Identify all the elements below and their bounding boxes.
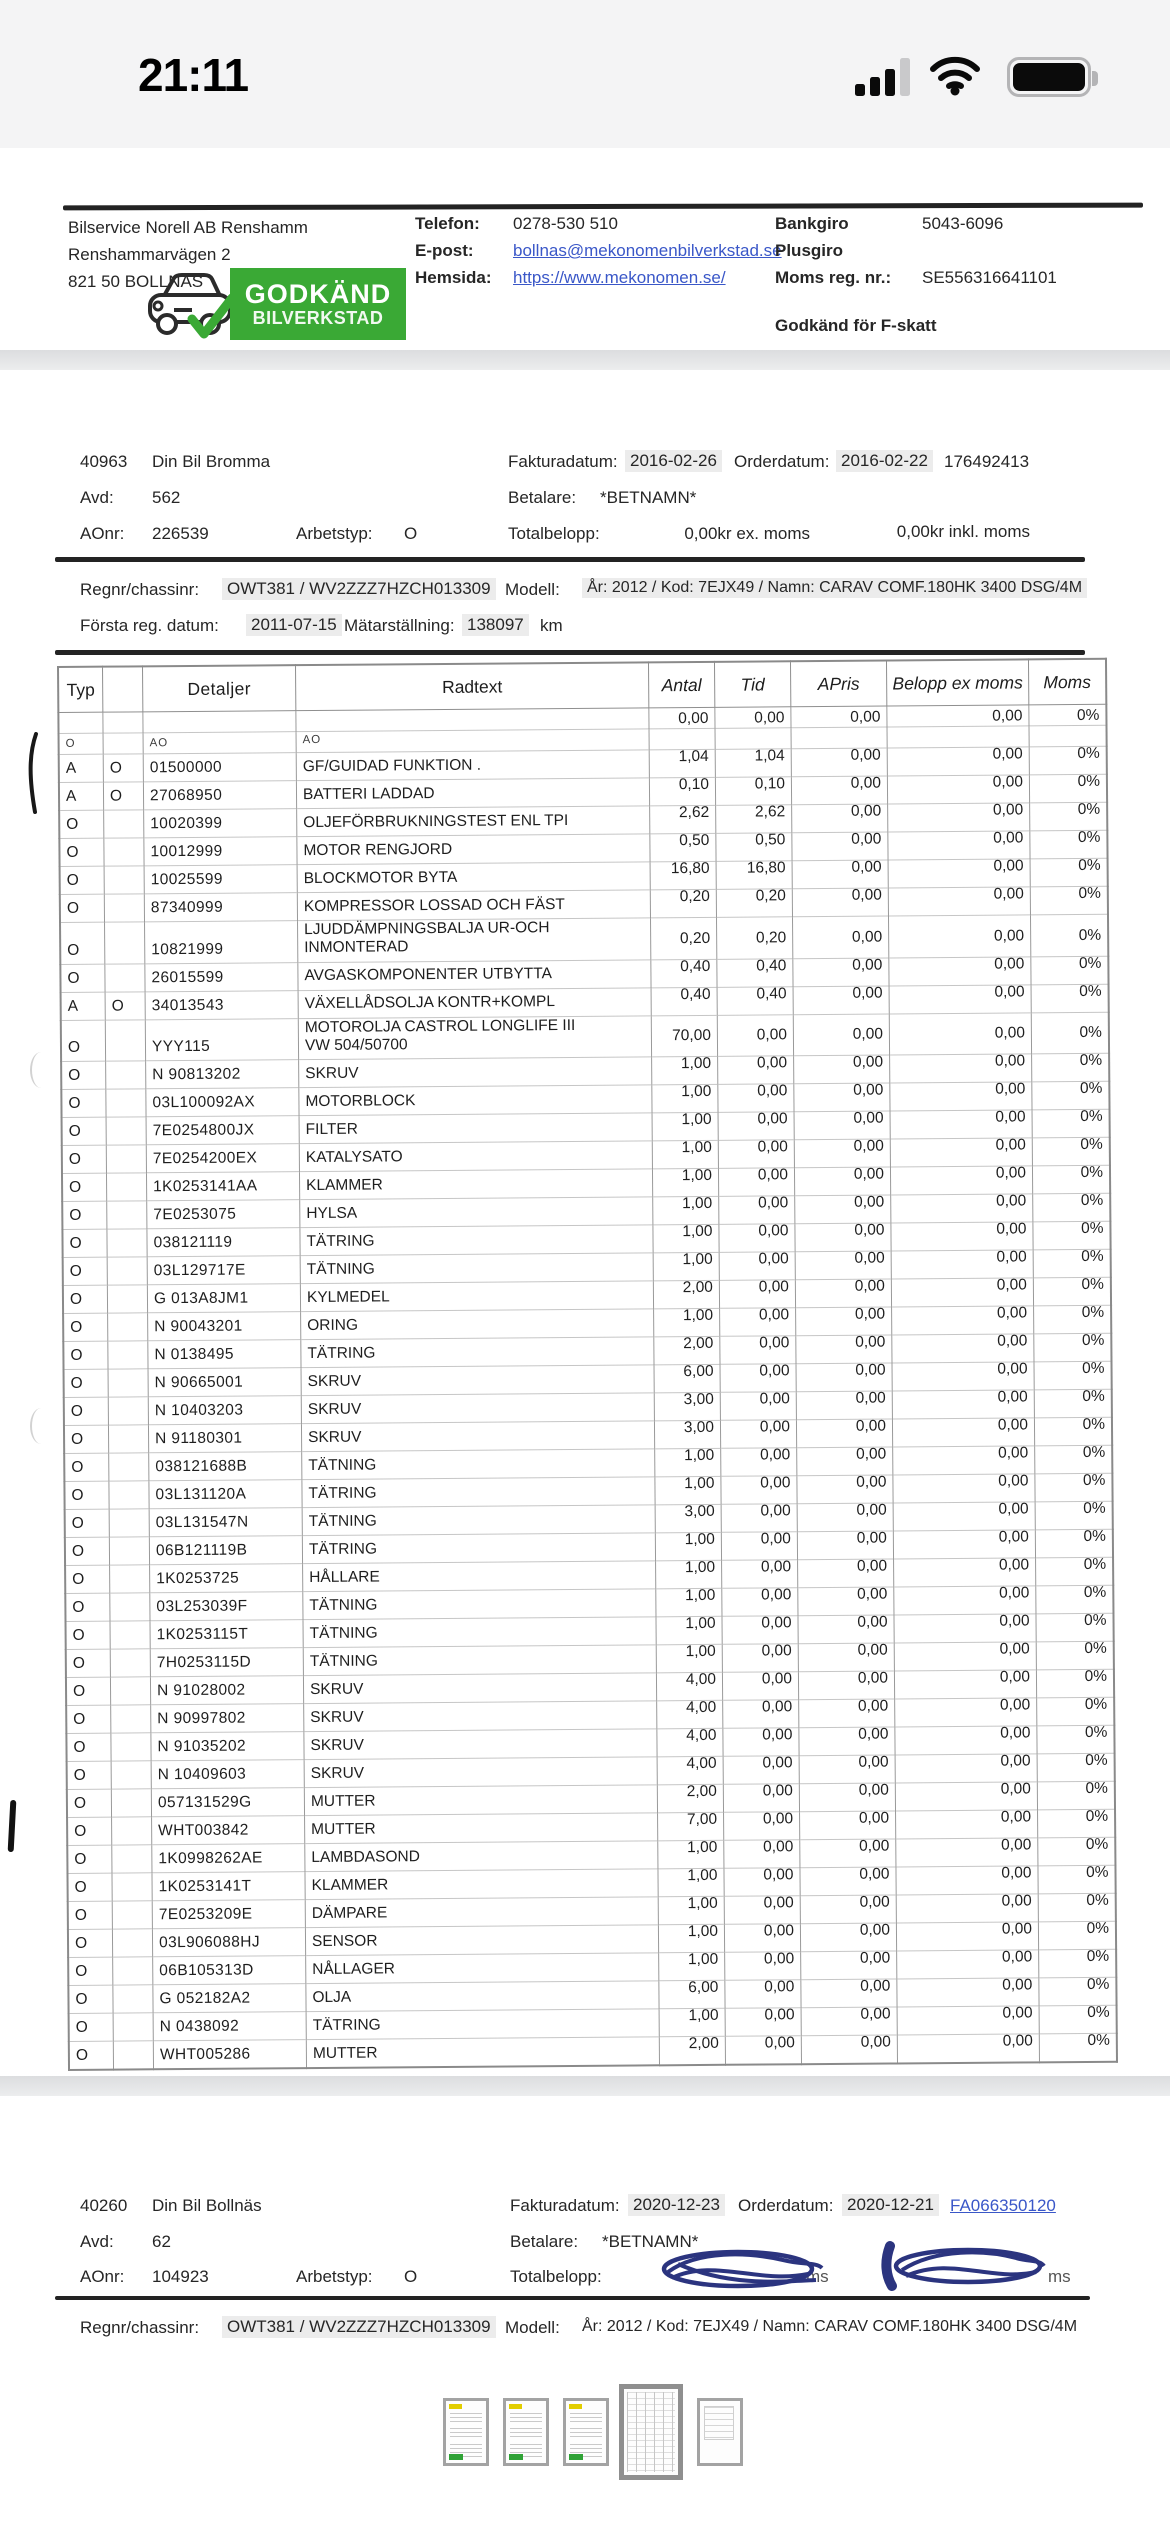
scan-artifact (30, 1408, 52, 1444)
table-row: O 03L906088HJ SENSOR 1,00 0,00 0,00 0,00 0% (68, 1921, 1116, 1957)
battery-icon (1007, 57, 1091, 97)
fakturadatum-value-2: 2020-12-23 (628, 2194, 725, 2216)
page-thumbnail-3[interactable] (563, 2398, 609, 2466)
table-row: O N 91028002 SKRUV 4,00 0,00 0,00 0,00 0% (66, 1669, 1114, 1705)
orderdatum-label: Orderdatum: (734, 452, 830, 471)
table-row: O N 91180301 SKRUV 3,00 0,00 0,00 0,00 0% (64, 1417, 1112, 1453)
bankgiro-value: 5043-6096 (922, 214, 1004, 233)
logo-line2: BILVERKSTAD (252, 307, 384, 328)
table-row: O 7E0254200EX KATALYSATO 1,00 0,00 0,00 0,00 0% (62, 1137, 1110, 1173)
table-row: O 03L131120A TÄTRING 1,00 0,00 0,00 0,00 0% (64, 1473, 1112, 1509)
table-row: O 7E0253209E DÄMPARE 1,00 0,00 0,00 0,00 0% (68, 1893, 1116, 1929)
table-row: O 10012999 MOTOR RENGJORD 0,50 0,50 0,00 0,00 0% (59, 830, 1107, 866)
status-time: 21:11 (138, 49, 249, 101)
moms-reg-label: Moms reg. nr.: (775, 268, 892, 287)
aonr-label-2: AOnr: (80, 2267, 125, 2286)
section-rule (55, 2296, 1090, 2300)
customer-name-2: Din Bil Bollnäs (152, 2196, 262, 2215)
telefon-value: 0278-530 510 (513, 214, 618, 233)
customer-number-2: 40260 (80, 2196, 128, 2215)
orderdatum-value-2: 2020-12-21 (842, 2194, 939, 2216)
avd-label: Avd: (80, 488, 114, 507)
table-row: O 1K0253115T TÄTNING 1,00 0,00 0,00 0,00 0% (66, 1613, 1114, 1649)
table-row: O 10020399 OLJEFÖRBRUKNINGSTEST ENL TPI 2,62 2,62 0,00 0,00 0% (59, 802, 1107, 838)
table-row: O N 91035202 SKRUV 4,00 0,00 0,00 0,00 0% (66, 1725, 1114, 1761)
fakturadatum-label: Fakturadatum: (508, 452, 618, 471)
betalare-value: *BETNAMN* (600, 488, 697, 507)
arbetstyp-label-2: Arbetstyp: (296, 2267, 373, 2286)
table-row: O N 0438092 TÄTRING 1,00 0,00 0,00 0,00 0% (69, 2005, 1117, 2041)
godkand-bilverkstad-logo (230, 268, 406, 340)
scan-artifact (30, 1052, 52, 1088)
table-row: A O 27068950 BATTERI LADDAD 0,10 0,10 0,00 0,00 0% (59, 774, 1107, 810)
table-row: O G 052182A2 OLJA 6,00 0,00 0,00 0,00 0% (68, 1977, 1116, 2013)
battery-fill (1013, 63, 1085, 91)
hemsida-label: Hemsida: (415, 268, 492, 287)
table-row: O 03L253039F TÄTNING 1,00 0,00 0,00 0,00 0% (65, 1585, 1113, 1621)
avd-value: 562 (152, 488, 181, 507)
table-row: O 10025599 BLOCKMOTOR BYTA 16,80 16,80 0,00 0,00 0% (60, 858, 1108, 894)
table-row: O 10821999 LJUDDÄMPNINGSBALJA UR-OCH INMONTERAD 0,20 0,20 0,00 0,00 0% (60, 914, 1108, 964)
wifi-icon (929, 54, 981, 96)
cellular-signal-icon (855, 56, 915, 96)
redacted-inkl-moms-hint: ms (1048, 2267, 1071, 2286)
table-row: O 03L100092AX MOTORBLOCK 1,00 0,00 0,00 0,00 0% (61, 1081, 1109, 1117)
column-header: Typ (58, 667, 103, 713)
table-row: O 7E0254800JX FILTER 1,00 0,00 0,00 0,00 0% (62, 1109, 1110, 1145)
column-header (103, 666, 143, 712)
total-inkl-moms: 0,00kr inkl. moms (896, 522, 1030, 541)
plusgiro-label: Plusgiro (775, 241, 844, 260)
table-row: O 03L129717E TÄTNING 1,00 0,00 0,00 0,00 0% (63, 1249, 1111, 1285)
total-ex-moms: 0,00kr ex. moms (684, 524, 810, 543)
column-header: Belopp ex moms (886, 659, 1028, 706)
work-items-table (57, 658, 1118, 2071)
avd-label-2: Avd: (80, 2232, 114, 2251)
table-row: O N 10409603 SKRUV 4,00 0,00 0,00 0,00 0% (67, 1753, 1115, 1789)
logo-line1: GODKÄND (244, 279, 392, 310)
page-separator (0, 350, 1170, 370)
table-row: O N 90997802 SKRUV 4,00 0,00 0,00 0,00 0% (66, 1697, 1114, 1733)
orderdatum-label-2: Orderdatum: (738, 2196, 834, 2215)
aonr-value-2: 104923 (152, 2267, 209, 2286)
table-row: O 1K0998262AE LAMBDASOND 1,00 0,00 0,00 0,00 0% (67, 1837, 1115, 1873)
page-thumbnail-5[interactable] (697, 2398, 743, 2466)
table-row: O 06B121119B TÄTRING 1,00 0,00 0,00 0,00 0% (65, 1529, 1113, 1565)
modell-label: Modell: (505, 580, 560, 599)
redacted-ex-moms-hint: ms (806, 2267, 829, 2286)
pen-mark (26, 732, 44, 814)
section-rule (55, 557, 1085, 562)
table-row: A O 01500000 GF/GUIDAD FUNKTION . 1,04 1,04 0,00 0,00 0% (59, 746, 1107, 782)
page-thumbnail-1[interactable] (443, 2398, 489, 2466)
km-label: km (540, 616, 563, 635)
table-row: O 038121119 TÄTRING 1,00 0,00 0,00 0,00 0% (62, 1221, 1110, 1257)
pen-mark (8, 1800, 17, 1852)
column-header: Moms (1028, 659, 1106, 705)
battery-nub (1092, 71, 1098, 86)
table-header-row (58, 659, 1106, 713)
table-row: O G 013A8JM1 KYLMEDEL 2,00 0,00 0,00 0,00 0% (63, 1277, 1111, 1313)
matarstallning-label: Mätarställning: (344, 616, 455, 635)
modell-label-2: Modell: (505, 2318, 560, 2337)
page-separator (0, 2076, 1170, 2096)
epost-label: E-post: (415, 241, 474, 260)
aonr-label: AOnr: (80, 524, 125, 543)
table-row: O 26015599 AVGASKOMPONENTER UTBYTTA 0,40 0,40 0,00 0,00 0% (60, 956, 1108, 992)
section-rule (55, 650, 1085, 655)
column-header: Tid (714, 661, 790, 707)
arbetstyp-label: Arbetstyp: (296, 524, 373, 543)
customer-number: 40963 (80, 452, 128, 471)
arbetstyp-value-2: O (404, 2267, 418, 2286)
table-row: O 1K0253725 HÅLLARE 1,00 0,00 0,00 0,00 0% (65, 1557, 1113, 1593)
table-row: O 87340999 KOMPRESSOR LOSSAD OCH FÄST 0,20 0,20 0,00 0,00 0% (60, 886, 1108, 922)
column-header: Antal (648, 662, 714, 708)
ink-scribble (876, 2238, 1048, 2292)
company-street: Renshammarvägen 2 (68, 245, 231, 264)
table-row: O 7H0253115D TÄTNING 1,00 0,00 0,00 0,00 0% (66, 1641, 1114, 1677)
table-row: A O 34013543 VÄXELLÅDSOLJA KONTR+KOMPL 0,40 0,40 0,00 0,00 0% (61, 984, 1109, 1020)
hemsida-link[interactable]: https://www.mekonomen.se/ (513, 268, 726, 287)
car-check-icon (140, 264, 240, 346)
table-row: O N 10403203 SKRUV 3,00 0,00 0,00 0,00 0% (64, 1389, 1112, 1425)
customer-name: Din Bil Bromma (152, 452, 271, 471)
betalare-label: Betalare: (508, 488, 577, 507)
table-row: O WHT005286 MUTTER 2,00 0,00 0,00 0,00 0% (69, 2033, 1117, 2070)
table-row: O 06B105313D NÅLLAGER 1,00 0,00 0,00 0,00 0% (68, 1949, 1116, 1985)
epost-link[interactable]: bollnas@mekonomenbilverkstad.se (513, 241, 782, 260)
forsta-reg-value: 2011-07-15 (246, 614, 342, 636)
regnr-value-2: OWT381 / WV2ZZZ7HZCH013309 (222, 2316, 496, 2338)
page-thumbnail-2[interactable] (503, 2398, 549, 2466)
modell-value-2: År: 2012 / Kod: 7EJX49 / Namn: CARAV COMF.180HK 3400 DSG/4M (582, 2318, 1078, 2335)
table-row: O N 0138495 TÄTRING 2,00 0,00 0,00 0,00 0% (63, 1333, 1111, 1369)
totalbelopp-label: Totalbelopp: (508, 524, 600, 543)
regnr-value: OWT381 / WV2ZZZ7HZCH013309 (222, 578, 496, 600)
column-header: Radtext (296, 662, 649, 710)
table-row: 0,00 0,00 0,00 0,00 0% (58, 704, 1106, 733)
betalare-label-2: Betalare: (510, 2232, 579, 2251)
table-row: O YYY115 MOTOROLJA CASTROL LONGLIFE III VW 504/50700 70,00 0,00 0,00 0,00 0% (61, 1012, 1109, 1062)
betalare-value-2: *BETNAMN* (602, 2232, 699, 2251)
table-row: O 057131529G MUTTER 2,00 0,00 0,00 0,00 0% (67, 1781, 1115, 1817)
column-header: Detaljer (143, 665, 296, 712)
regnr-label-2: Regnr/chassinr: (80, 2318, 200, 2337)
totalbelopp-label-2: Totalbelopp: (510, 2267, 602, 2286)
fakturadatum-label-2: Fakturadatum: (510, 2196, 620, 2215)
page-top-rule (63, 203, 1143, 211)
order-number: 176492413 (944, 452, 1030, 471)
table-row: O 7E0253075 HYLSA 1,00 0,00 0,00 0,00 0% (62, 1193, 1110, 1229)
arbetstyp-value: O (404, 524, 418, 543)
bankgiro-label: Bankgiro (775, 214, 849, 233)
table-row: O 03L131547N TÄTNING 3,00 0,00 0,00 0,00 0% (65, 1501, 1113, 1537)
orderdatum-value: 2016-02-22 (836, 450, 933, 472)
invoice-number-link[interactable]: FA066350120 (950, 2196, 1056, 2215)
aonr-value: 226539 (152, 524, 209, 543)
ink-scribble (658, 2242, 826, 2294)
table-row: O 1K0253141AA KLAMMER 1,00 0,00 0,00 0,00 0% (62, 1165, 1110, 1201)
table-row: O AO AO (59, 725, 1107, 754)
company-name: Bilservice Norell AB Renshamm (68, 218, 308, 237)
regnr-label: Regnr/chassinr: (80, 580, 200, 599)
table-row: O 1K0253141T KLAMMER 1,00 0,00 0,00 0,00 0% (67, 1865, 1115, 1901)
avd-value-2: 62 (152, 2232, 171, 2251)
table-row: O N 90665001 SKRUV 6,00 0,00 0,00 0,00 0% (64, 1361, 1112, 1397)
table-row: O N 90043201 ORING 1,00 0,00 0,00 0,00 0% (63, 1305, 1111, 1341)
table-row: O 038121688B TÄTNING 1,00 0,00 0,00 0,00 0% (64, 1445, 1112, 1481)
forsta-reg-label: Första reg. datum: (80, 616, 219, 635)
fakturadatum-value: 2016-02-26 (625, 450, 722, 472)
modell-value: År: 2012 / Kod: 7EJX49 / Namn: CARAV COMF.180HK 3400 DSG/4M (582, 578, 1087, 598)
telefon-label: Telefon: (415, 214, 480, 233)
fskatt-text: Godkänd för F-skatt (775, 316, 937, 335)
page-thumbnail-4[interactable] (619, 2384, 683, 2480)
matarstallning-value: 138097 (462, 614, 529, 636)
moms-reg-value: SE556316641101 (922, 268, 1057, 287)
company-city: 821 50 BOLLNÄS (68, 272, 204, 291)
table-row: O N 90813202 SKRUV 1,00 0,00 0,00 0,00 0% (61, 1053, 1109, 1089)
column-header: APris (790, 660, 886, 706)
status-bar (0, 0, 1170, 148)
table-row: O WHT003842 MUTTER 7,00 0,00 0,00 0,00 0% (67, 1809, 1115, 1845)
